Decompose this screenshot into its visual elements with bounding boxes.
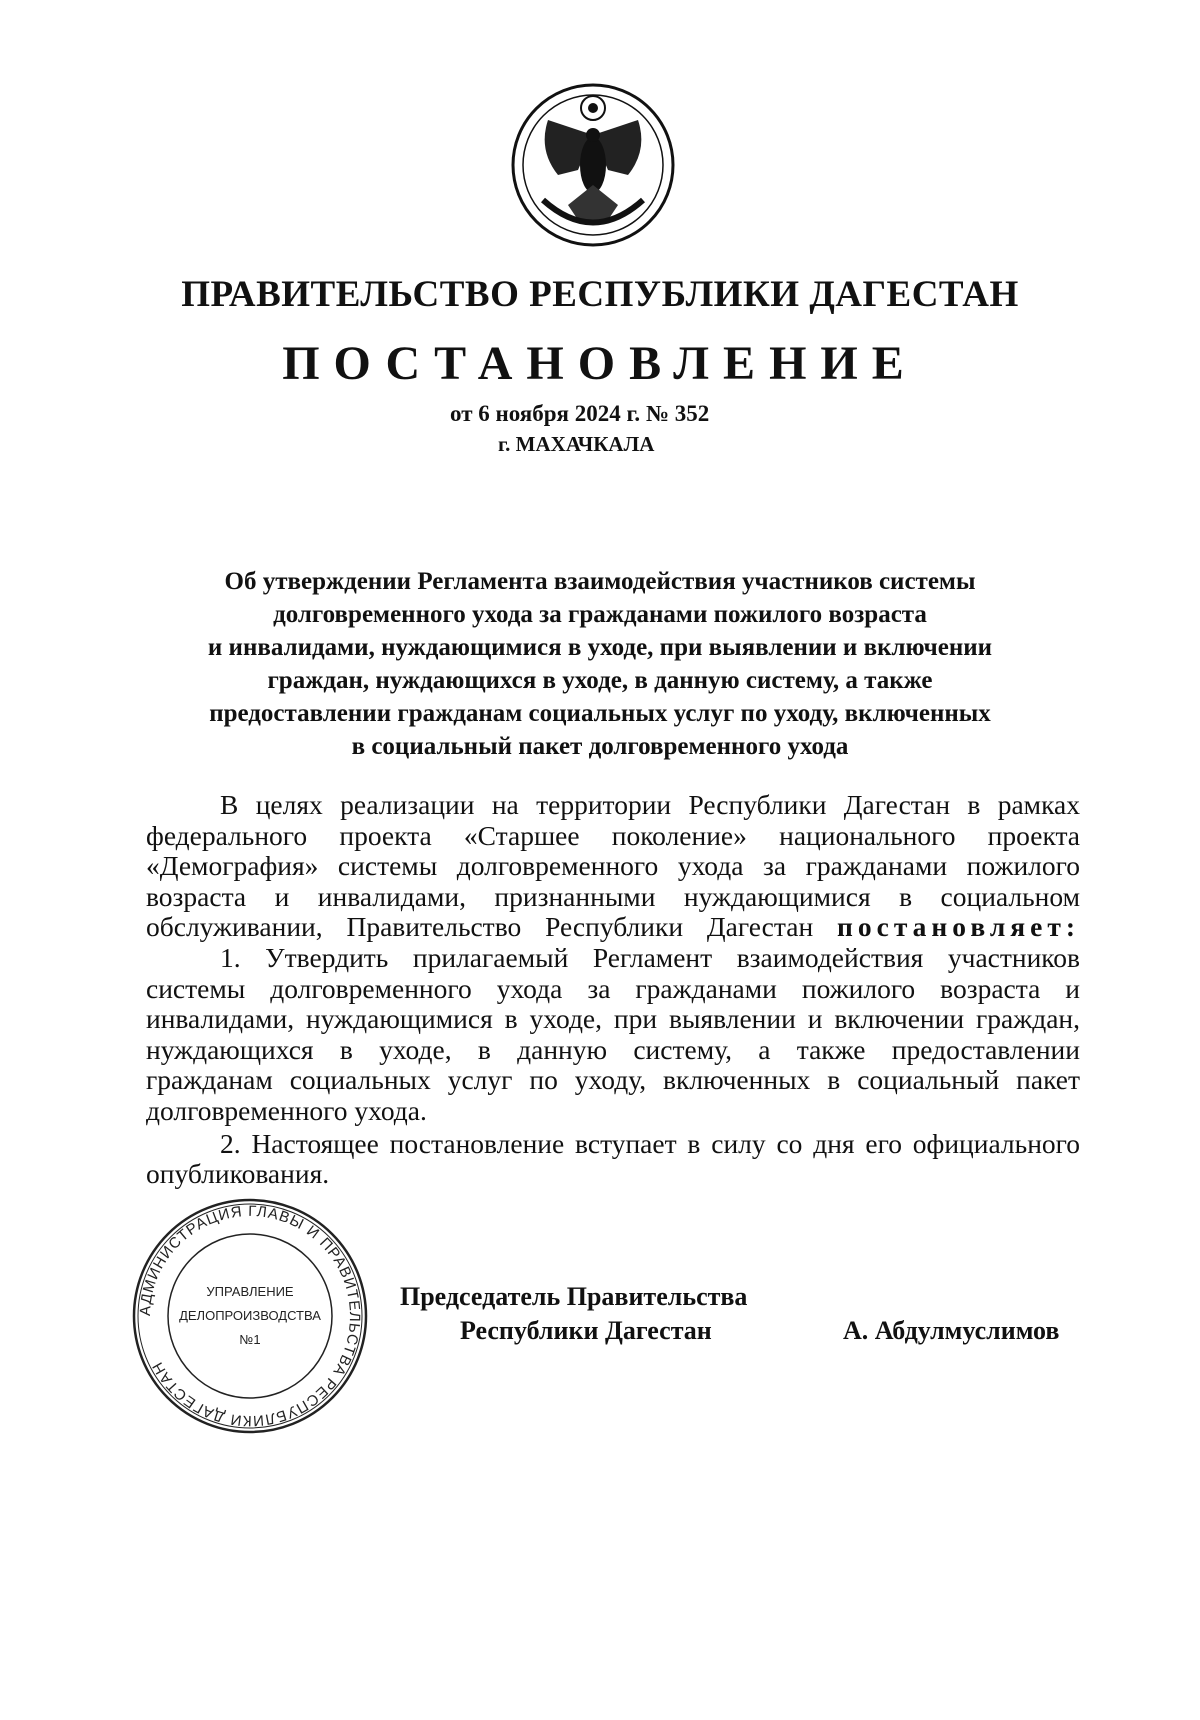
coat-of-arms-emblem <box>508 80 678 250</box>
item1-line: нуждающихся в уходе, в данную систему, а также предоставлении <box>146 1033 1080 1065</box>
title-line: и инвалидами, нуждающимися в уходе, при выявлении и включении <box>207 634 993 661</box>
organization-name: ПРАВИТЕЛЬСТВО РЕСПУБЛИКИ ДАГЕСТАН <box>181 274 1019 315</box>
signatory-position-line1: Председатель Правительства <box>400 1282 748 1311</box>
decree-word: постановляет: <box>837 911 1081 943</box>
stamp-ring-text: АДМИНИСТРАЦИЯ ГЛАВЫ И ПРАВИТЕЛЬСТВА РЕСПУБЛИКИ ДАГЕСТАН <box>136 1202 364 1430</box>
stamp-center-line: УПРАВЛЕНИЕ <box>206 1284 294 1299</box>
document-city: г. МАХАЧКАЛА <box>498 432 655 456</box>
title-line: долговременного ухода за гражданами пожилого возраста <box>273 601 927 628</box>
signatory-position-line2: Республики Дагестан <box>460 1316 712 1345</box>
official-stamp <box>130 1196 370 1436</box>
item1-line: долговременного ухода. <box>146 1094 427 1126</box>
stamp-center-line: №1 <box>239 1332 261 1347</box>
document-type: ПОСТАНОВЛЕНИЕ <box>282 337 918 390</box>
title-line: в социальный пакет долговременного ухода <box>351 733 849 760</box>
item1-line: 1. Утвердить прилагаемый Регламент взаимодействия участников <box>220 941 1080 973</box>
preamble-line: В целях реализации на территории Республики Дагестан в рамках <box>220 789 1080 820</box>
preamble-last-line <box>146 912 1080 943</box>
title-line: граждан, нуждающихся в уходе, в данную систему, а также <box>267 667 933 694</box>
item2-line: опубликования. <box>146 1158 330 1190</box>
preamble-line: «Демография» системы долговременного ухода за гражданами пожилого <box>146 850 1080 882</box>
document-body <box>146 790 1080 1190</box>
preamble-line: федерального проекта «Старшее поколение» национального проекта <box>146 819 1080 851</box>
title-line: Об утверждении Регламента взаимодействия участников системы <box>224 568 976 595</box>
item1-line: гражданам социальных услуг по уходу, включенных в социальный пакет <box>146 1064 1080 1096</box>
stamp-center-line: ДЕЛОПРОИЗВОДСТВА <box>179 1308 321 1323</box>
signatory-name: А. Абдулмуслимов <box>843 1316 1060 1345</box>
item1-line: системы долговременного ухода за гражданами пожилого возраста и <box>146 972 1080 1004</box>
title-line: предоставлении гражданам социальных услуг по уходу, включенных <box>209 700 991 727</box>
document-date-number: от 6 ноября 2024 г. № 352 <box>450 401 710 426</box>
item2-line: 2. Настоящее постановление вступает в силу со дня его официального <box>220 1127 1080 1159</box>
item1-line: инвалидами, нуждающимися в уходе, при выявлении и включении граждан, <box>146 1003 1080 1035</box>
preamble-line: обслуживании, Правительство Республики Дагестан <box>146 911 814 943</box>
preamble-line: возраста и инвалидами, признанными нуждающимися в социальном <box>146 880 1080 912</box>
